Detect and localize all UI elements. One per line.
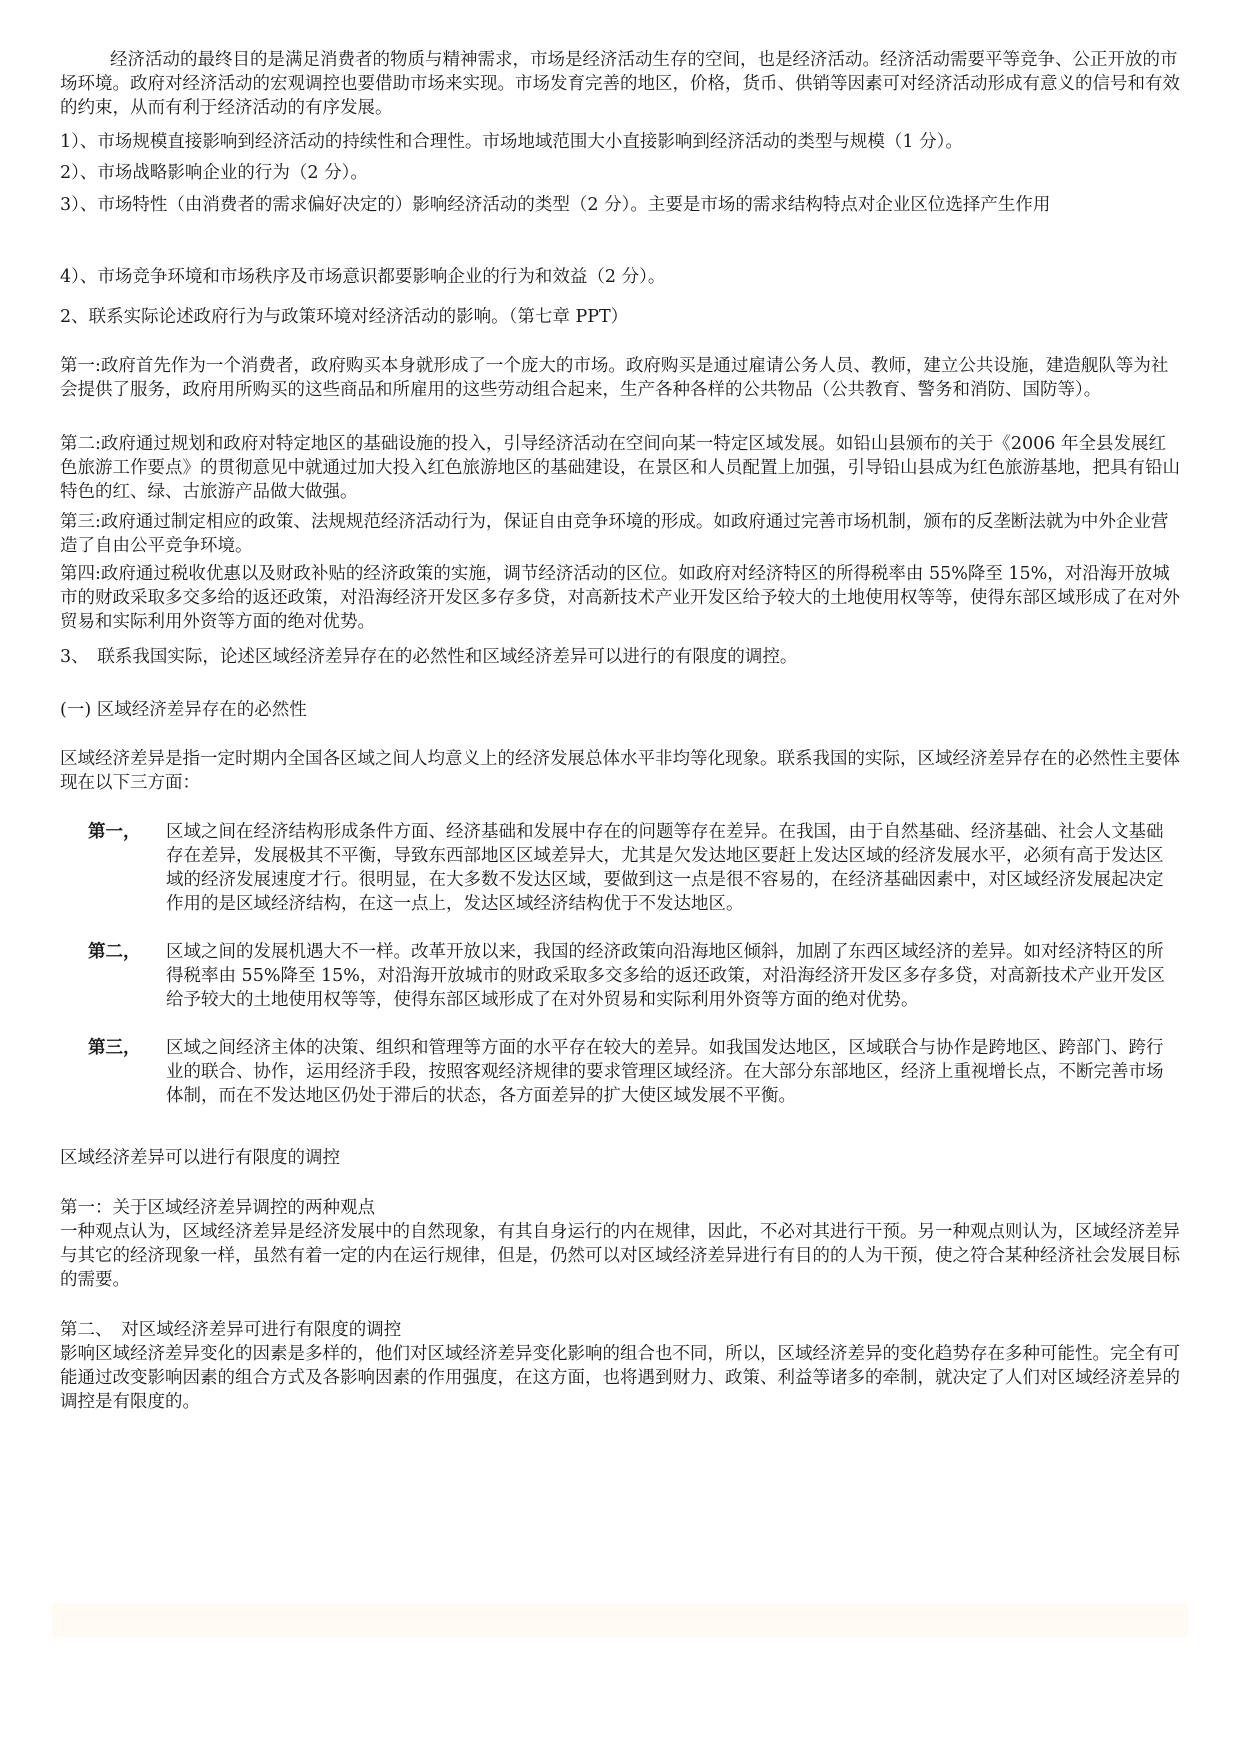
- q3-subheading-1: (一) 区域经济差异存在的必然性: [60, 700, 307, 720]
- views-heading: 第一：关于区域经济差异调控的两种观点: [60, 1198, 375, 1218]
- q3-subheading-2: 区域经济差异可以进行有限度的调控: [60, 1148, 340, 1168]
- q2-paragraph-3: 第三:政府通过制定相应的政策、法规规范经济活动行为，保证自由竞争环境的形成。如政府通过完善市场机制，颁布的反垄断法就为中外企业营造了自由公平竞争环境。: [60, 512, 1169, 556]
- point-text: 区域之间的发展机遇大不一样。改革开放以来，我国的经济政策向沿海地区倾斜，加剧了东西区域经济的差异。如对经济特区的所得税率由 55%降至 15%，对沿海开放城市的财政采取多交多给的返还政策，对沿海经济开发区多存多贷，对高新技术产业开发区给予较大的土地使用权等等，使得东部区域形成了在对外贸易和实际利用外资等方面的绝对优势。: [166, 942, 1165, 1010]
- intro-paragraph: 经济活动的最终目的是满足消费者的物质与精神需求，市场是经济活动生存的空间，也是经济活动。经济活动需要平等竞争、公正开放的市场环境。政府对经济活动的宏观调控也要借助市场来实现。市场发育完善的地区，价格，货币、供销等因素可对经济活动形成有意义的信号和有效的约束，从而有利于经济活动的有序发展。: [60, 50, 1180, 118]
- q2-paragraph-4: 第四:政府通过税收优惠以及财政补贴的经济政策的实施，调节经济活动的区位。如政府对经济特区的所得税率由 55%降至 15%，对沿海开放城市的财政采取多交多给的返还政策，对沿海经济开发区多存多贷，对高新技术产业开发区给予较大的土地使用权等等，使得东部区域形成了在对外贸易和实际利用外资等方面的绝对优势。: [60, 564, 1180, 632]
- market-point-2: 2）、市场战略影响企业的行为（2 分）。: [60, 163, 368, 183]
- q2-paragraph-1: 第一:政府首先作为一个消费者，政府购买本身就形成了一个庞大的市场。政府购买是通过雇请公务人员、教师，建立公共设施，建造舰队等为社会提供了服务，政府用所购买的这些商品和所雇用的这些劳动组合起来，生产各种各样的公共物品（公共教育、警务和消防、国防等）。: [60, 356, 1169, 400]
- limited-control-heading: 第二、 对区域经济差异可进行有限度的调控: [60, 1320, 402, 1340]
- point-label: 第三，: [88, 1038, 141, 1058]
- market-point-1: 1）、市场规模直接影响到经济活动的持续性和合理性。市场地域范围大小直接影响到经济活动的类型与规模（1 分）。: [60, 132, 963, 152]
- market-point-4: 4）、市场竞争环境和市场秩序及市场意识都要影响企业的行为和效益（2 分）。: [60, 267, 666, 287]
- point-label: 第一，: [88, 822, 141, 842]
- question-2-title: 2、联系实际论述政府行为与政策环境对经济活动的影响。（第七章 PPT）: [60, 307, 629, 327]
- point-text: 区域之间经济主体的决策、组织和管理等方面的水平存在较大的差异。如我国发达地区，区域联合与协作是跨地区、跨部门、跨行业的联合、协作，运用经济手段，按照客观经济规律的要求管理区域经济。在大部分东部地区，经济上重视增长点，不断完善市场体制，而在不发达地区仍处于滞后的状态，各方面差异的扩大使区域发展不平衡。: [166, 1038, 1164, 1106]
- q3-definition: 区域经济差异是指一定时期内全国各区域之间人均意义上的经济发展总体水平非均等化现象。联系我国的实际，区域经济差异存在的必然性主要体现在以下三方面：: [60, 749, 1180, 793]
- views-paragraph: 一种观点认为，区域经济差异是经济发展中的自然现象，有其自身运行的内在规律，因此，不必对其进行干预。另一种观点则认为，区域经济差异与其它的经济现象一样，虽然有着一定的内在运行规律，但是，仍然可以对区域经济差异进行有目的的人为干预，使之符合某种经济社会发展目标的需要。: [60, 1222, 1180, 1290]
- market-point-3: 3）、市场特性（由消费者的需求偏好决定的）影响经济活动的类型（2 分）。主要是市场的需求结构特点对企业区位选择产生作用: [60, 195, 1051, 215]
- point-text: 区域之间在经济结构形成条件方面、经济基础和发展中存在的问题等存在差异。在我国，由于自然基础、经济基础、社会人文基础存在差异，发展极其不平衡，导致东西部地区区域差异大，尤其是欠发达地区要赶上发达区域的经济发展水平，必须有高于发达区域的经济发展速度才行。很明显，在大多数不发达区域，要做到这一点是很不容易的，在经济基础因素中，对区域经济发展起决定作用的是区域经济结构，在这一点上，发达区域经济结构优于不发达地区。: [166, 822, 1164, 914]
- limited-control-paragraph: 影响区域经济差异变化的因素是多样的，他们对区域经济差异变化影响的组合也不同，所以，区域经济差异的变化趋势存在多种可能性。完全有可能通过改变影响因素的组合方式及各影响因素的作用强度，在这方面，也将遇到财力、政策、利益等诸多的牵制，就决定了人们对区域经济差异的调控是有限度的。: [60, 1344, 1180, 1412]
- question-3-title: 3、 联系我国实际，论述区域经济差异存在的必然性和区域经济差异可以进行的有限度的调控。: [60, 647, 798, 667]
- point-label: 第二，: [88, 942, 141, 962]
- q2-paragraph-2: 第二:政府通过规划和政府对特定地区的基础设施的投入，引导经济活动在空间向某一特定区域发展。如铅山县颁布的关于《2006 年全县发展红色旅游工作要点》的贯彻意见中就通过加大投入红色旅游地区的基础建设，在景区和人员配置上加强，引导铅山县成为红色旅游基地，把具有铅山特色的红、绿、古旅游产品做大做强。: [60, 434, 1180, 502]
- page-footer-band: [52, 1603, 1188, 1637]
